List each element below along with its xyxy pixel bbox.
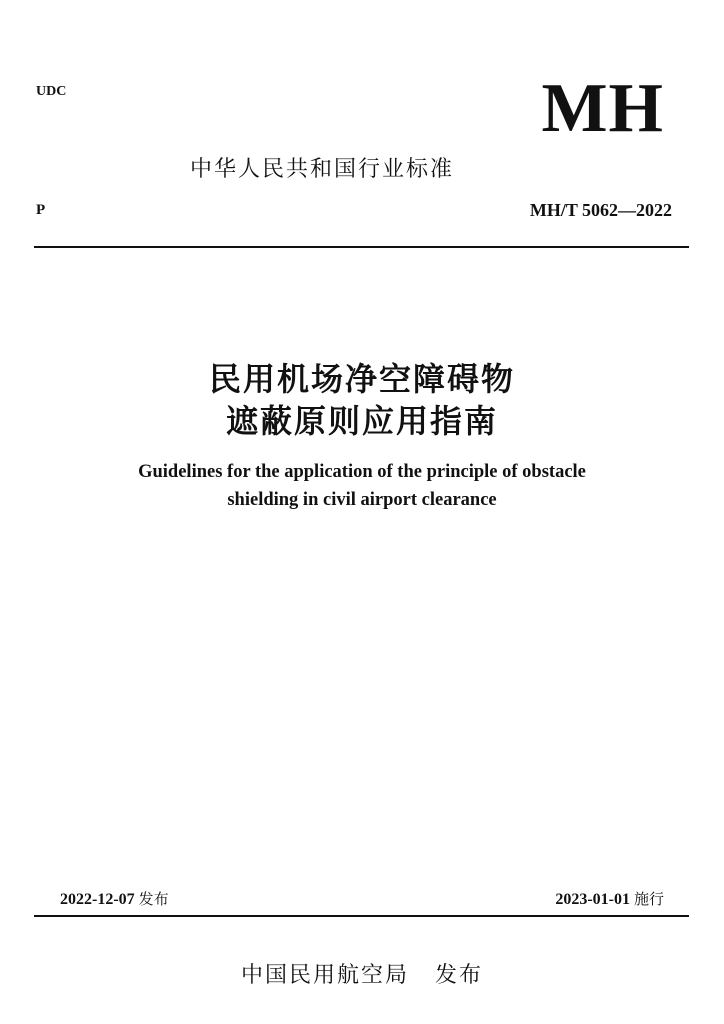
issue-date: 2022-12-07 bbox=[60, 891, 135, 908]
bottom-divider bbox=[34, 915, 689, 917]
issue-label: 发布 bbox=[138, 890, 169, 908]
top-divider bbox=[34, 246, 689, 248]
title-en-line1: Guidelines for the application of the principle of obstacle bbox=[138, 462, 586, 482]
udc-label: UDC bbox=[36, 84, 67, 99]
standard-number: MH/T 5062—2022 bbox=[529, 200, 672, 220]
implementation-date-block bbox=[555, 888, 664, 909]
title-cn-line2: 遮蔽原则应用指南 bbox=[225, 402, 498, 440]
implementation-date: 2023-01-01 bbox=[555, 891, 630, 908]
standard-category bbox=[0, 152, 724, 183]
mh-logo: MH bbox=[541, 70, 664, 147]
implementation-label: 施行 bbox=[633, 890, 664, 908]
title-en-line2: shielding in civil airport clearance bbox=[227, 490, 497, 510]
standard-category-text: 中华人民共和国行业标准 bbox=[189, 157, 454, 182]
publisher-action: 发布 bbox=[435, 963, 484, 988]
publisher-line bbox=[0, 958, 724, 989]
title-cn-line1: 民用机场净空障碍物 bbox=[208, 360, 515, 398]
publisher-name: 中国民用航空局 bbox=[240, 963, 409, 988]
issue-date-block bbox=[60, 888, 169, 909]
classification-code: P bbox=[36, 202, 46, 218]
